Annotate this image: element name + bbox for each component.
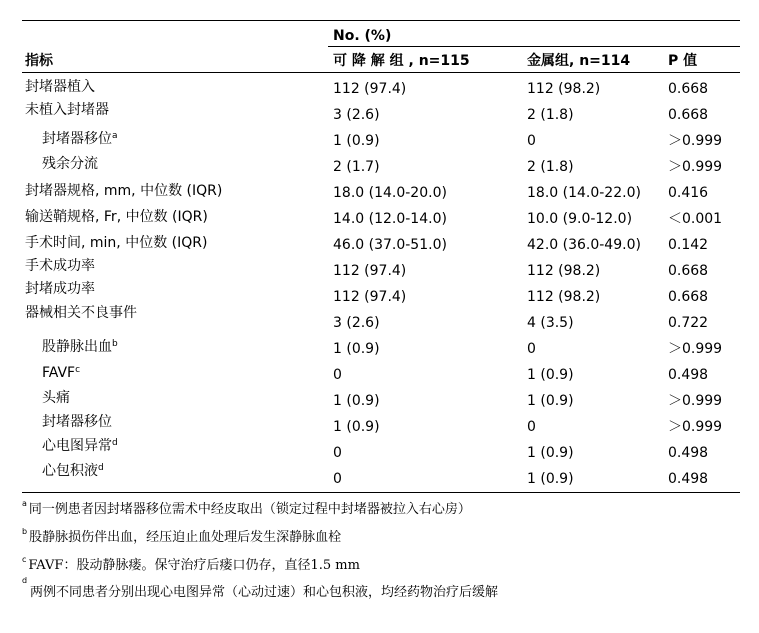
row-value-degradable: 112 (97.4): [333, 263, 407, 279]
footnote-b-text: 股静脉损伤伴出血，经压迫止血处理后发生深静脉血栓: [29, 530, 342, 545]
header-indicator: 指标: [25, 53, 53, 69]
row-p-value: ＞0.999: [668, 341, 723, 357]
row-value-degradable: 18.0 (14.0-20.0): [333, 185, 447, 201]
row-label: FAVF$^c$: [42, 365, 81, 381]
row-value-metal: 1 (0.9): [527, 367, 574, 383]
row-label: 封堵器移位: [42, 414, 112, 430]
row-p-value: 0.498: [668, 445, 709, 461]
row-value-degradable: 112 (97.4): [333, 289, 407, 305]
row-value-metal: 1 (0.9): [527, 471, 574, 487]
header-degradable-group: 可 降 解 组 , n=115: [333, 53, 470, 69]
row-value-metal: 0: [527, 419, 536, 435]
row-p-value: ＞0.999: [668, 419, 723, 435]
row-value-degradable: 0: [333, 445, 342, 461]
row-p-value: 0.498: [668, 367, 709, 383]
row-value-metal: 42.0 (36.0-49.0): [527, 237, 641, 253]
row-value-degradable: 1 (0.9): [333, 133, 380, 149]
row-p-value: ＞0.999: [668, 133, 723, 149]
row-value-metal: 10.0 (9.0-12.0): [527, 211, 633, 227]
row-p-value: 0.668: [668, 81, 709, 97]
row-p-value: 0.142: [668, 237, 709, 253]
row-value-metal: 2 (1.8): [527, 159, 574, 175]
row-value-metal: 2 (1.8): [527, 107, 574, 123]
row-value-degradable: 0: [333, 367, 342, 383]
header-metal-group: 金属组, n=114: [527, 53, 631, 69]
row-value-metal: 0: [527, 341, 536, 357]
row-p-value: 0.668: [668, 263, 709, 279]
row-value-metal: 112 (98.2): [527, 81, 601, 97]
footnote-d-text: 两例不同患者分别出现心电图异常（心动过速）和心包积液，均经药物治疗后缓解: [30, 585, 499, 600]
footnote-b: [22, 527, 342, 547]
row-p-value: ＜0.001: [668, 211, 723, 227]
row-p-value: ＞0.999: [668, 159, 723, 175]
footnote-d-mark: d: [22, 576, 28, 585]
row-label: 手术成功率: [25, 258, 95, 274]
footnote-a: [22, 499, 471, 519]
row-label: 封堵器移位$^a$: [42, 131, 118, 147]
row-value-metal: 18.0 (14.0-22.0): [527, 185, 641, 201]
row-p-value: 0.498: [668, 471, 709, 487]
footnote-b-mark: b: [22, 527, 28, 536]
row-value-metal: 1 (0.9): [527, 445, 574, 461]
header-group-rule: [328, 46, 740, 47]
header-group-label: No. (%): [333, 28, 392, 44]
footnote-a-mark: a: [22, 499, 27, 508]
row-label: 心包积液$^d$: [42, 463, 104, 479]
row-label: 股静脉出血$^b$: [42, 339, 118, 355]
footnote-mark: d: [98, 463, 104, 473]
row-label: 残余分流: [42, 156, 98, 172]
row-label: 封堵器植入: [25, 79, 95, 95]
footnote-mark: c: [75, 365, 81, 375]
row-label: 器械相关不良事件: [25, 305, 137, 321]
footnote-mark: b: [112, 339, 118, 349]
row-value-degradable: 46.0 (37.0-51.0): [333, 237, 447, 253]
row-value-metal: 0: [527, 133, 536, 149]
footnote-d: [22, 577, 498, 601]
row-value-degradable: 3 (2.6): [333, 107, 380, 123]
row-value-degradable: 14.0 (12.0-14.0): [333, 211, 447, 227]
row-value-degradable: 0: [333, 471, 342, 487]
row-label: 封堵器规格, mm, 中位数 (IQR): [25, 183, 223, 199]
row-p-value: 0.722: [668, 315, 709, 331]
footnote-c-mark: c: [22, 555, 27, 564]
footnote-c: [22, 555, 360, 575]
row-label: 输送鞘规格, Fr, 中位数 (IQR): [25, 209, 208, 225]
row-p-value: 0.416: [668, 185, 709, 201]
header-bottom-rule: [22, 72, 740, 73]
row-p-value: 0.668: [668, 289, 709, 305]
row-value-degradable: 1 (0.9): [333, 393, 380, 409]
row-label: 未植入封堵器: [25, 102, 109, 118]
footnote-mark: a: [112, 131, 118, 141]
row-value-degradable: 3 (2.6): [333, 315, 380, 331]
row-p-value: ＞0.999: [668, 393, 723, 409]
footnote-a-text: 同一例患者因封堵器移位需术中经皮取出（锁定过程中封堵器被拉入右心房）: [28, 502, 471, 517]
row-value-metal: 112 (98.2): [527, 289, 601, 305]
row-p-value: 0.668: [668, 107, 709, 123]
header-p-value: P 值: [668, 53, 698, 69]
row-label: 手术时间, min, 中位数 (IQR): [25, 235, 208, 251]
row-label: 封堵成功率: [25, 281, 95, 297]
row-value-metal: 112 (98.2): [527, 263, 601, 279]
row-value-metal: 1 (0.9): [527, 393, 574, 409]
row-value-degradable: 112 (97.4): [333, 81, 407, 97]
footnote-c-text: FAVF：股动静脉瘘。保守治疗后瘘口仍存，直径1.5 mm: [28, 558, 360, 573]
row-label: 心电图异常$^d$: [42, 438, 118, 454]
row-value-degradable: 2 (1.7): [333, 159, 380, 175]
row-value-degradable: 1 (0.9): [333, 419, 380, 435]
row-value-degradable: 1 (0.9): [333, 341, 380, 357]
footnote-mark: d: [112, 438, 118, 448]
row-label: 头痛: [42, 390, 70, 406]
table-top-rule: [22, 20, 740, 21]
row-value-metal: 4 (3.5): [527, 315, 574, 331]
table-bottom-rule: [22, 492, 740, 493]
